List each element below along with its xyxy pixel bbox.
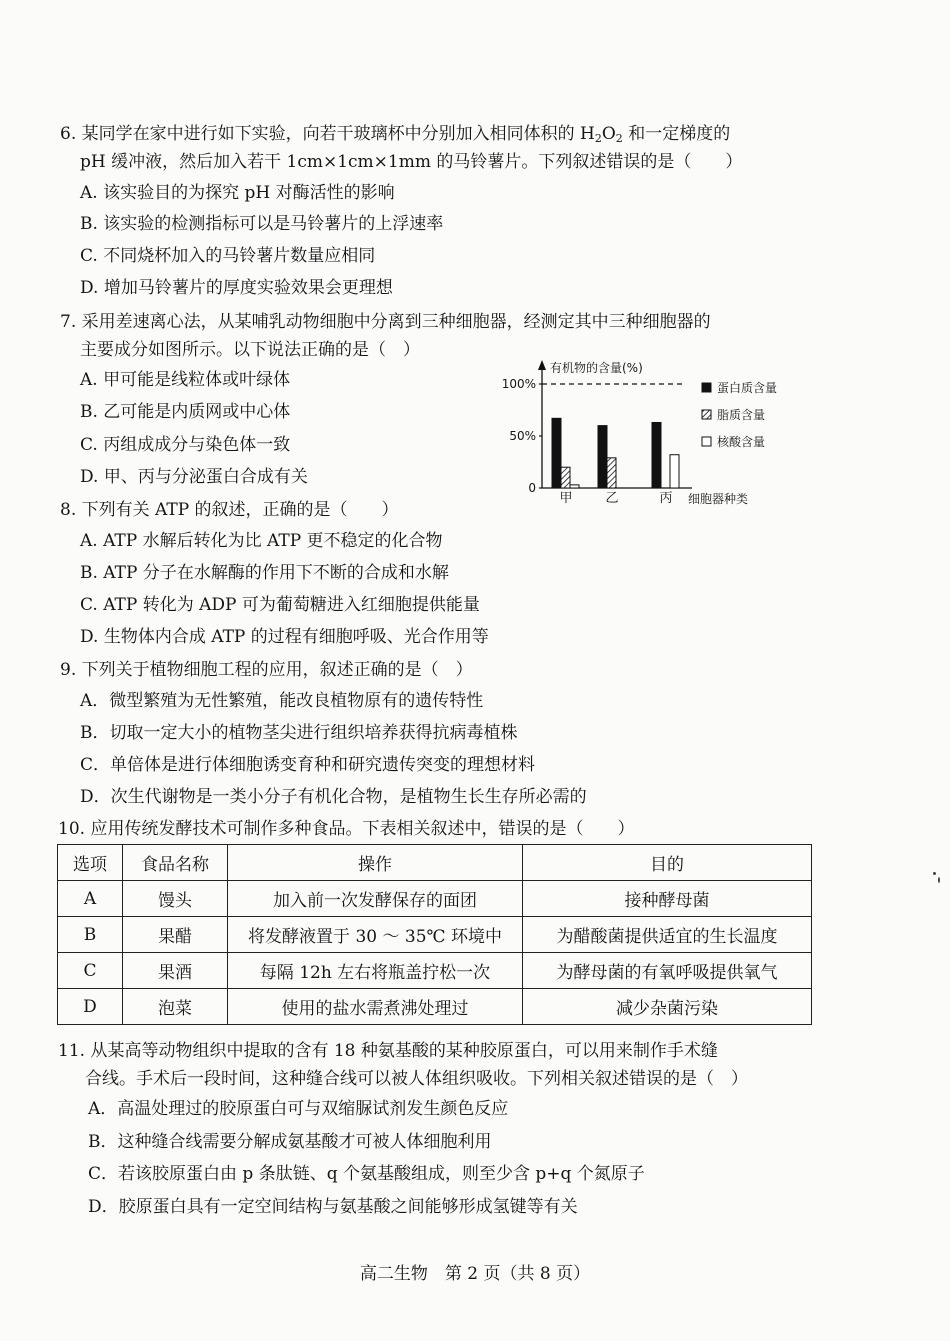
- q9-option-c: C．单倍体是进行体细胞诱变育种和研究遗传突变的理想材料: [80, 755, 536, 775]
- y-axis-arrow: [538, 360, 546, 370]
- q8-option-a: A. ATP 水解后转化为比 ATP 更不稳定的化合物: [80, 531, 443, 551]
- table-header-cell: 目的: [523, 845, 812, 881]
- legend-swatch: [702, 383, 711, 392]
- bar-nucleic-acid: [570, 485, 579, 488]
- q10-stem: 10. 应用传统发酵技术可制作多种食品。下表相关叙述中，错误的是（ ）: [58, 819, 635, 839]
- table-header-row: [58, 845, 812, 881]
- q6-stem-line1: 6. 某同学在家中进行如下实验，向若干玻璃杯中分别加入相同体积的 $H_2O_2$ 和一定梯度的: [60, 124, 731, 145]
- q11-option-b: B．这种缝合线需要分解成氨基酸才可被人体细胞利用: [88, 1132, 492, 1152]
- q11-stem-line2: 合线。手术后一段时间，这种缝合线可以被人体组织吸收。下列相关叙述错误的是（ ）: [85, 1069, 748, 1089]
- table-cell: 果酒: [123, 953, 228, 989]
- table-cell: 使用的盐水需煮沸处理过: [228, 989, 523, 1025]
- table-row: [58, 917, 812, 953]
- q7-option-a: A. 甲可能是线粒体或叶绿体: [80, 370, 291, 390]
- table-cell: C: [58, 953, 123, 989]
- table-cell: B: [58, 917, 123, 953]
- q9-option-d: D．次生代谢物是一类小分子有机化合物，是植物生长生存所必需的: [80, 787, 587, 807]
- table-cell: 泡菜: [123, 989, 228, 1025]
- page-footer: 高二生物 第 2 页（共 8 页）: [359, 1264, 591, 1284]
- bar-protein: [652, 422, 661, 488]
- q8-option-b: B. ATP 分子在水解酶的作用下不断的合成和水解: [80, 563, 449, 583]
- q7-stem-line2: 主要成分如图所示。以下说法正确的是（ ）: [80, 340, 420, 360]
- table-cell: 为醋酸菌提供适宜的生长温度: [523, 917, 812, 953]
- x-tick-label: 丙: [659, 491, 673, 506]
- legend-swatch: [702, 437, 711, 446]
- bar-nucleic-acid: [670, 455, 679, 488]
- legend-label: 核酸含量: [717, 435, 766, 449]
- x-tick-label: 甲: [559, 491, 573, 506]
- table-cell: 馒头: [123, 881, 228, 917]
- table-cell: D: [58, 989, 123, 1025]
- q9-option-b: B．切取一定大小的植物茎尖进行组织培养获得抗病毒植株: [80, 723, 518, 743]
- table-header-cell: 操作: [228, 845, 523, 881]
- q11-option-c: C．若该胶原蛋白由 p 条肽链、q 个氨基酸组成，则至少含 p+q 个氮原子: [88, 1164, 645, 1184]
- q9-stem: 9. 下列关于植物细胞工程的应用，叙述正确的是（ ）: [60, 660, 473, 680]
- x-axis-title: 细胞器种类: [688, 492, 749, 506]
- q7-option-d: D. 甲、丙与分泌蛋白合成有关: [80, 467, 308, 487]
- table-header-cell: 选项: [58, 845, 123, 881]
- organelle-composition-chart: [490, 352, 820, 522]
- scan-speck: [938, 877, 940, 883]
- table-row: [58, 881, 812, 917]
- scan-speck: [933, 872, 936, 875]
- q11-option-a: A．高温处理过的胶原蛋白可与双缩脲试剂发生颜色反应: [88, 1099, 509, 1119]
- table-cell: 加入前一次发酵保存的面团: [228, 881, 523, 917]
- fermentation-table: [57, 844, 812, 1025]
- table-cell: A: [58, 881, 123, 917]
- y-axis-title: 有机物的含量(%): [550, 361, 643, 375]
- table-cell: 减少杂菌污染: [523, 989, 812, 1025]
- q7-stem-line1: 7. 采用差速离心法，从某哺乳动物细胞中分离到三种细胞器，经测定其中三种细胞器的: [60, 312, 711, 332]
- q7-option-c: C. 丙组成成分与染色体一致: [80, 435, 291, 455]
- q6-option-c: C. 不同烧杯加入的马铃薯片数量应相同: [80, 246, 376, 266]
- table-cell: 果醋: [123, 917, 228, 953]
- y-tick-label: 100%: [501, 377, 536, 391]
- table-row: [58, 989, 812, 1025]
- q6-option-d: D. 增加马铃薯片的厚度实验效果会更理想: [80, 278, 393, 298]
- bar-protein: [598, 426, 607, 488]
- bar-protein: [552, 418, 561, 488]
- table-cell: 将发酵液置于 30 ～ 35℃ 环境中: [228, 917, 523, 953]
- bar-lipid: [561, 467, 570, 488]
- q7-option-b: B. 乙可能是内质网或中心体: [80, 402, 291, 422]
- q8-option-d: D. 生物体内合成 ATP 的过程有细胞呼吸、光合作用等: [80, 627, 489, 647]
- table-cell: 接种酵母菌: [523, 881, 812, 917]
- q6-option-a: A. 该实验目的为探究 pH 对酶活性的影响: [80, 183, 395, 203]
- y-tick-label: 50%: [509, 429, 536, 443]
- q11-option-d: D．胶原蛋白具有一定空间结构与氨基酸之间能够形成氢键等有关: [88, 1197, 578, 1217]
- x-tick-label: 乙: [605, 491, 619, 506]
- legend-label: 蛋白质含量: [717, 381, 778, 395]
- legend-label: 脂质含量: [717, 408, 766, 422]
- table-row: [58, 953, 812, 989]
- table-cell: 每隔 12h 左右将瓶盖拧松一次: [228, 953, 523, 989]
- q9-option-a: A．微型繁殖为无性繁殖，能改良植物原有的遗传特性: [80, 691, 484, 711]
- bar-lipid: [607, 458, 616, 488]
- q6-stem-line2: pH 缓冲液，然后加入若干 1cm×1cm×1mm 的马铃薯片。下列叙述错误的是（ ）: [80, 152, 743, 172]
- y-tick-label: 0: [528, 481, 536, 495]
- legend-swatch: [702, 410, 711, 419]
- q8-stem: 8. 下列有关 ATP 的叙述，正确的是（ ）: [60, 500, 399, 520]
- table-cell: 为酵母菌的有氧呼吸提供氧气: [523, 953, 812, 989]
- q6-option-b: B. 该实验的检测指标可以是马铃薯片的上浮速率: [80, 214, 444, 234]
- q8-option-c: C. ATP 转化为 ADP 可为葡萄糖进入红细胞提供能量: [80, 595, 480, 615]
- table-header-cell: 食品名称: [123, 845, 228, 881]
- q11-stem-line1: 11. 从某高等动物组织中提取的含有 18 种氨基酸的某种胶原蛋白，可以用来制作手术缝: [58, 1041, 718, 1061]
